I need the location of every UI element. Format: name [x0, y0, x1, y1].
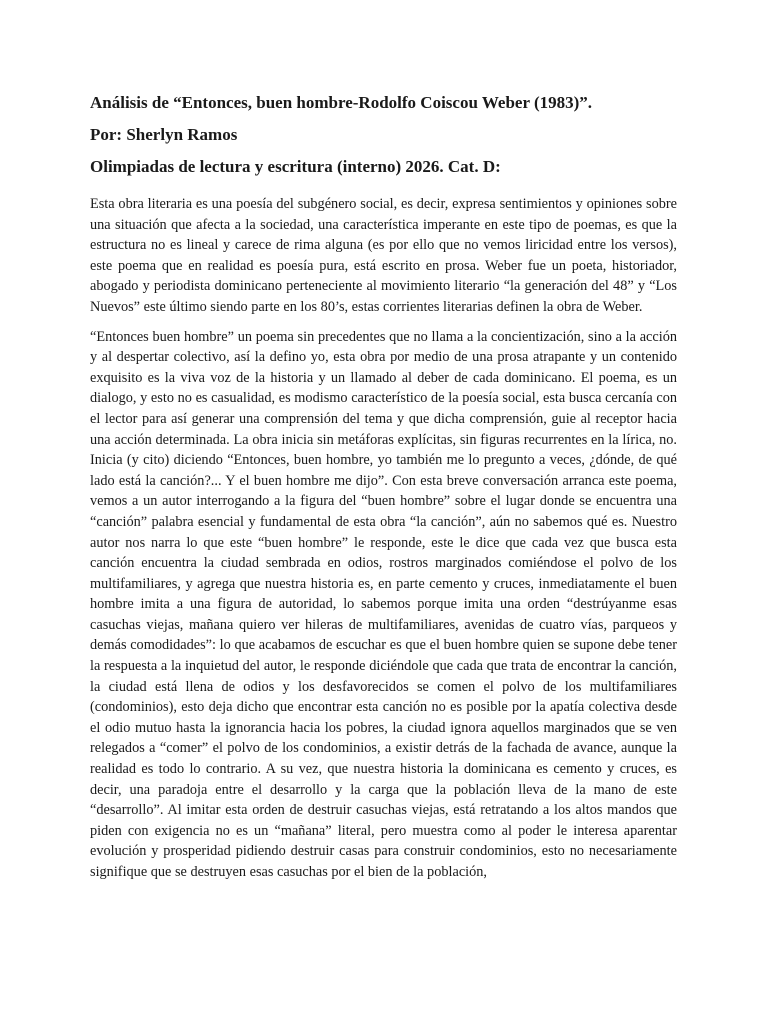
document-title: Análisis de “Entonces, buen hombre-Rodolfo Coiscou Weber (1983)”. — [90, 93, 593, 112]
document-page — [90, 92, 677, 892]
event-line: Olimpiadas de lectura y escritura (interno) 2026. Cat. D: — [90, 157, 501, 176]
paragraph-intro: Esta obra literaria es una poesía del subgénero social, es decir, expresa sentimientos y opiniones sobre una situación que afecta a la sociedad, una característica imperante en este tipo de poemas, es que la estructura no es lineal y carece de rima alguna (es por ello que no vemos liricidad entre los versos), este poema que en realidad es poesía pura, está escrito en prosa. Weber fue un poeta, historiador, abogado y periodista dominicano perteneciente al movimiento literario “la generación del 48” y “Los Nuevos” este último siendo parte en los 80’s, estas corrientes literarias definen la obra de Weber. — [90, 196, 677, 315]
author-line: Por: Sherlyn Ramos — [90, 125, 238, 144]
paragraph-analysis: “Entonces buen hombre” un poema sin precedentes que no llama a la concientización, sino a la acción y al despertar colectivo, así la defino yo, esta obra por medio de una prosa atrapante y un contenido exquisito es la viva voz de la historia y un llamado al deber de cada dominicano. El poema, es un dialogo, y esto no es casualidad, es modismo característico de la poesía social, esta busca cercanía con el lector para así generar una comprensión del tema y que dicha comprensión, guie al receptor hacia una acción determinada. La obra inicia sin metáforas explícitas, sin figuras recurrentes en la lírica, no. Inicia (y cito) diciendo “Entonces, buen hombre, yo también me lo pregunto a veces, ¿dónde, de qué lado está la canción?... Y el buen hombre me dijo”. Con esta breve conversación arranca este poema, vemos a un autor interrogando a la figura del “buen hombre” sobre el lugar donde se encuentra una “canción” palabra esencial y fundamental de esta obra “la canción”, aún no sabemos qué es. Nuestro autor nos narra lo que este “buen hombre” le responde, este le dice que cada vez que busca esta canción encuentra la ciudad sembrada en odios, rostros marginados comiéndose el polvo de los multifamiliares, y agrega que nuestra historia es, en parte cemento y cruces, inmediatamente el buen hombre imita a una figura de autoridad, lo sabemos porque imita una orden “destrúyanme esas casuchas viejas, mañana quiero ver hileras de multifamiliares, avenidas de cuatro vías, parqueos y demás comodidades”: lo que acabamos de escuchar es que el buen hombre quien se supone debe tener la respuesta a la inquietud del autor, le responde diciéndole que cada que trata de encontrar la canción, la ciudad está llena de odios y los desfavorecidos se comen el polvo de los multifamiliares (condominios), esto deja dicho que encontrar esta canción no es posible por la apatía colectiva desde el odio mutuo hasta la ignorancia hacia los pobres, la ciudad ignora aquellos marginados que se ven relegados a “comer” el polvo de los condominios, a existir detrás de la fachada de avance, aunque la realidad es todo lo contrario. A su vez, que nuestra historia la dominicana es cemento y cruces, es decir, una paradoja entre el desarrollo y la carga que la población lleva de la mano de este “desarrollo”. Al imitar esta orden de destruir casuchas viejas, está retratando a los altos mandos que piden con exigencia no es un “mañana” literal, pero muestra como al poder le interesa aparentar evolución y prosperidad pidiendo destruir casas para construir condominios, esto no necesariamente signifique que se destruyen esas casuchas por el bien de la población, — [90, 328, 677, 880]
